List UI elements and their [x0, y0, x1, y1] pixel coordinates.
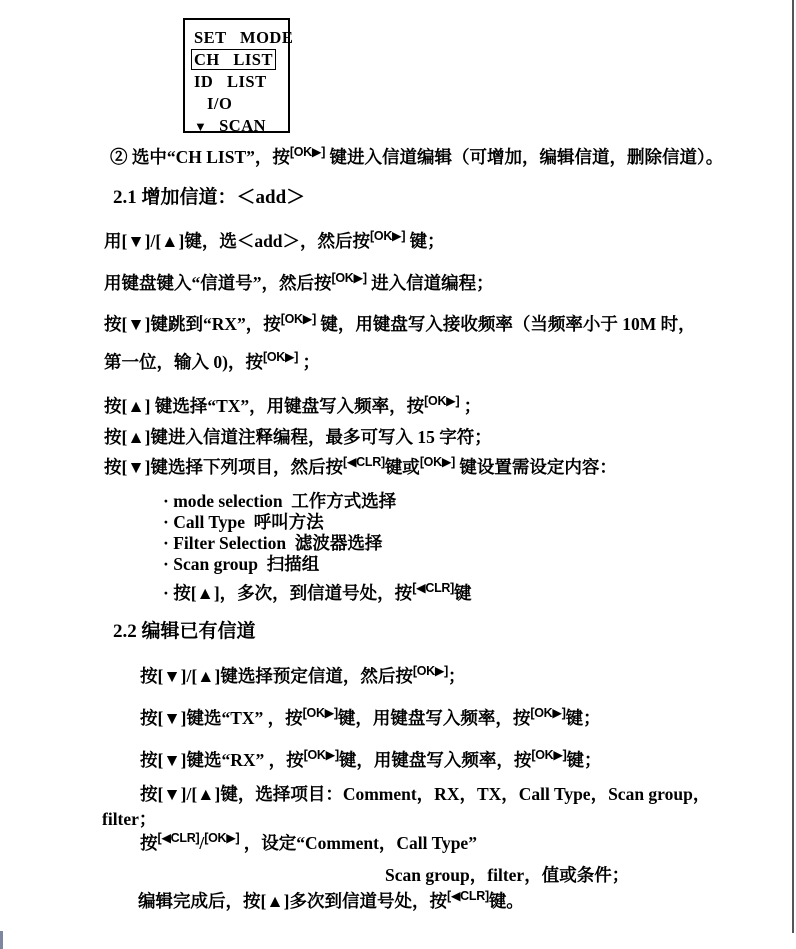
text-run: 用键盘键入“信道号”，然后按 — [104, 273, 332, 293]
menu-item-label: SCAN — [219, 116, 267, 135]
menu-item-label: CH LIST — [191, 49, 276, 70]
ok-key-notation: [OK▶] — [419, 455, 456, 469]
text-run: 第一位，输入 0)，按 — [104, 352, 263, 372]
text-run: 2.1 增加信道：＜add＞ — [113, 187, 306, 208]
clr-key-notation: [◀CLR] — [412, 581, 455, 595]
text-run: ； — [298, 352, 321, 372]
text-run: · mode selection 工作方式选择 — [163, 491, 397, 511]
ok-key-notation: [OK▶] — [412, 664, 449, 678]
text-run: · Call Type 呼叫方法 — [163, 512, 324, 532]
doc-line-19 — [140, 782, 710, 806]
section-heading-15 — [113, 620, 256, 644]
doc-line-18 — [140, 748, 602, 772]
ok-key-notation: [OK▶] — [370, 229, 406, 243]
clr-key-notation: [◀CLR] — [342, 455, 385, 469]
text-run: 键； — [566, 750, 602, 770]
radio-menu-screen-box — [183, 18, 294, 135]
text-run: 键。 — [488, 891, 524, 911]
doc-line-9 — [104, 455, 617, 479]
menu-item-ch-list — [194, 49, 288, 70]
doc-line-17 — [140, 706, 601, 730]
menu-item-i-o — [194, 93, 288, 114]
text-run: 键进入信道编辑（可增加，编辑信道，删除信道）。 — [325, 147, 724, 167]
doc-line-21 — [140, 831, 477, 855]
clr-key-notation: [◀CLR] — [157, 831, 200, 845]
text-run: 键； — [405, 231, 445, 251]
clr-key-notation: [◀CLR] — [446, 889, 489, 903]
doc-line-7 — [104, 394, 481, 418]
text-run: filter； — [102, 809, 157, 829]
text-run: Scan group，filter，值或条件； — [385, 865, 630, 885]
menu-item-label: I/O — [207, 94, 233, 113]
ok-key-notation: [OK▶] — [530, 706, 566, 720]
text-run: 键 — [454, 583, 472, 603]
ok-key-notation: [OK▶] — [204, 831, 240, 845]
text-run: 键，用键盘写入频率，按 — [338, 750, 532, 770]
text-run: 键，用键盘写入接收频率（当频率小于 10M 时， — [315, 314, 696, 334]
ok-key-notation: [OK▶] — [289, 145, 326, 159]
doc-line-1 — [110, 145, 723, 169]
text-run: 编辑完成后，按[▲]多次到信道号处，按 — [138, 891, 447, 911]
menu-item-scan — [194, 115, 288, 137]
text-run: 按 — [140, 833, 158, 853]
menu-item-label: ID LIST — [194, 72, 267, 91]
text-run: 2.2 编辑已有信道 — [113, 621, 256, 642]
text-run: / — [199, 833, 205, 853]
text-run: · Scan group 扫描组 — [163, 554, 320, 574]
section-heading-2 — [113, 186, 305, 210]
text-run: 按[▼]键选“TX” ，按 — [140, 708, 303, 728]
text-run: 键； — [565, 708, 601, 728]
text-run: · Filter Selection 滤波器选择 — [163, 533, 383, 553]
text-run: 键或 — [384, 457, 420, 477]
down-triangle-icon: ▼ — [194, 119, 220, 134]
menu-item-id-list — [194, 71, 288, 92]
doc-line-13 — [163, 552, 319, 576]
text-run: 用[▼]/[▲]键，选＜add＞，然后按 — [104, 231, 371, 251]
page-right-border — [792, 0, 794, 933]
menu-item-set-mode — [194, 27, 294, 48]
text-run: ； — [459, 396, 482, 416]
doc-line-3 — [104, 229, 445, 253]
doc-line-22 — [385, 863, 629, 887]
menu-item-label: SET MODE — [194, 28, 294, 47]
text-run: ； — [448, 666, 466, 686]
ok-key-notation: [OK▶] — [331, 271, 367, 285]
doc-line-20 — [102, 807, 156, 831]
text-run: 按[▼]/[▲]键，选择项目：Comment，RX，TX，Call Type，Scan group， — [140, 784, 711, 804]
doc-line-6 — [104, 350, 320, 374]
ok-key-notation: [OK▶] — [262, 350, 299, 364]
ok-key-notation: [OK▶] — [302, 706, 338, 720]
doc-line-4 — [104, 271, 494, 295]
ok-key-notation: [OK▶] — [424, 394, 460, 408]
text-run: 按[▼]键选“RX” ，按 — [140, 750, 304, 770]
doc-line-16 — [140, 664, 466, 688]
text-run: · 按[▲]，多次，到信道号处，按 — [163, 583, 413, 603]
text-run: 键设置需设定内容： — [455, 457, 617, 477]
text-run: 按[▲] 键选择“TX”，用键盘写入频率，按 — [104, 396, 425, 416]
ok-key-notation: [OK▶] — [303, 748, 339, 762]
doc-line-14 — [163, 581, 472, 605]
text-run: 键，用键盘写入频率，按 — [337, 708, 531, 728]
ok-key-notation: [OK▶] — [280, 312, 316, 326]
text-run: 按[▼]键跳到“RX”，按 — [104, 314, 281, 334]
page-corner-mark — [0, 931, 3, 949]
text-run: 按[▲]键进入信道注释编程，最多可写入 15 字符； — [104, 427, 492, 447]
doc-line-23 — [138, 889, 524, 913]
ok-key-notation: [OK▶] — [531, 748, 567, 762]
doc-line-5 — [104, 312, 696, 336]
text-run: ，设定“Comment，Call Type” — [239, 833, 477, 853]
text-run: 按[▼]键选择下列项目，然后按 — [104, 457, 343, 477]
doc-line-8 — [104, 425, 492, 449]
text-run: 进入信道编程； — [366, 273, 494, 293]
text-run: ② 选中“CH LIST”，按 — [110, 147, 290, 167]
text-run: 按[▼]/[▲]键选择预定信道，然后按 — [140, 666, 413, 686]
